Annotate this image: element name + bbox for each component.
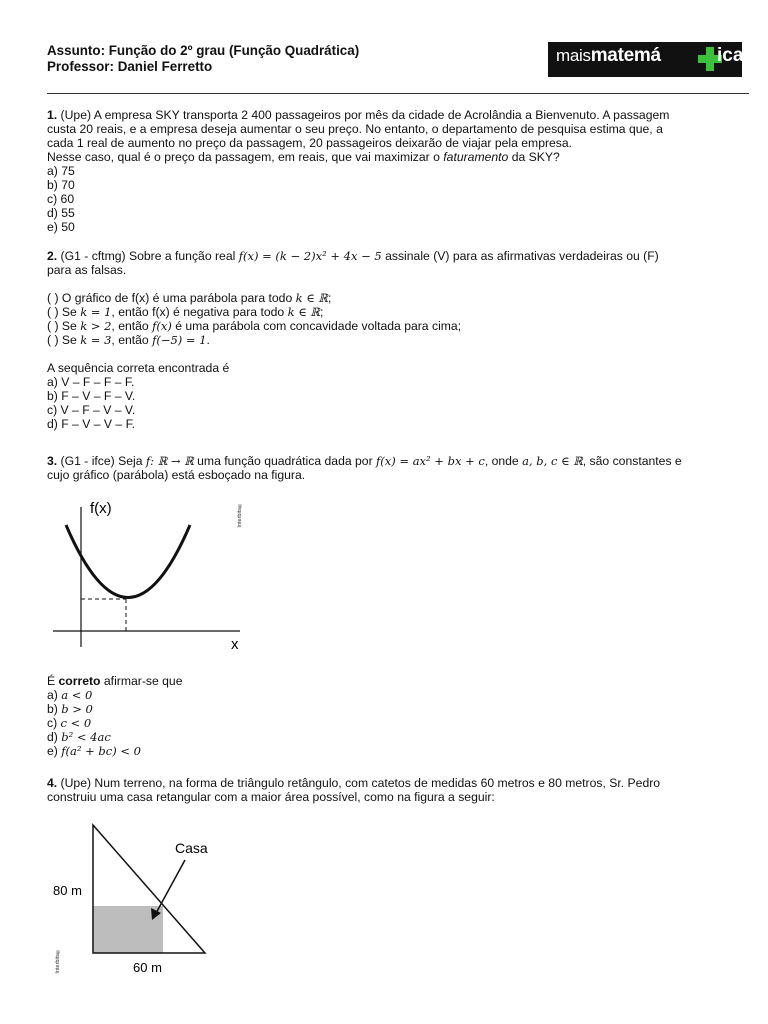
question-number: 3.	[47, 454, 58, 468]
option-e: e) 50	[47, 220, 75, 234]
option-d: d) b² < 4ac	[47, 730, 111, 744]
question-2: 2. (G1 - cftmg) Sobre a função real f(x) = (k − 2)x² + 4x − 5 assinale (V) para as afirmativas verdadeiras ou (F) para as falsas. ( ) O gráfico de f(x) é uma parábola para todo k ∈ ℝ; ( ) Se k = 1, então f(x) é negativa para todo k ∈ ℝ; ( ) Se k > 2, então f(x) é uma parábola com concavidade voltada para cima; ( ) Se k = 3, então f(−5) = 1. A sequência correta encontrada é a) V – F – F – F. b) F – V – F – V. c) V – F – V – V. d) F – V – V – F.	[47, 249, 747, 431]
statement-3: ( ) Se k > 2, então f(x) é uma parábola com concavidade voltada para cima;	[47, 319, 462, 333]
parabola-graph	[48, 495, 253, 655]
option-a: a) 75	[47, 164, 75, 178]
question-1: 1. (Upe) A empresa SKY transporta 2 400 passageiros por mês da cidade de Acrolândia a Bienvenuto. A passagem custa 20 reais, e a empresa deseja aumentar o seu preço. No entanto, o departamento de pesquisa estima que, a cada 1 real de aumento no preço da passagem, 20 passageiros deixarão de viajar pela empresa. Nesse caso, qual é o preço da passagem, em reais, que vai maximizar o faturamento da SKY? a) 75 b) 70 c) 60 d) 55 e) 50	[47, 108, 747, 234]
question-number: 2.	[47, 249, 58, 263]
question-3: 3. (G1 - ifce) Seja f: ℝ → ℝ uma função quadrática dada por f(x) = ax² + bx + c, onde a, b, c ∈ ℝ, são constantes e cujo gráfico (parábola) está esboçado na figura.	[47, 454, 682, 482]
option-c: c) c < 0	[47, 716, 92, 730]
subject-title: Assunto: Função do 2º grau (Função Quadrática)	[47, 43, 360, 58]
option-b: b) 70	[47, 178, 75, 192]
statement-2: ( ) Se k = 1, então f(x) é negativa para todo k ∈ ℝ;	[47, 305, 324, 319]
option-c: c) 60	[47, 192, 75, 206]
option-b: b) b > 0	[47, 702, 93, 716]
question-4: 4. (Upe) Num terreno, na forma de triângulo retângulo, com catetos de medidas 60 metros e 80 metros, Sr. Pedro construiu uma casa retangular com a maior área possível, como na figura a seguir:	[47, 776, 661, 804]
house-label: Casa	[175, 840, 208, 856]
option-a: a) a < 0	[47, 688, 93, 702]
option-d: d) F – V – V – F.	[47, 417, 136, 431]
statement-1: ( ) O gráfico de f(x) é uma parábola para todo k ∈ ℝ;	[47, 291, 332, 305]
base-label: 60 m	[133, 960, 162, 975]
watermark: Interbits®	[237, 502, 243, 528]
option-e: e) f(a² + bc) < 0	[47, 744, 141, 758]
option-b: b) F – V – F – V.	[47, 389, 136, 403]
question-number: 1.	[47, 108, 58, 122]
document-header	[47, 43, 359, 74]
watermark: Interbits®	[55, 948, 61, 974]
question-number: 4.	[47, 776, 58, 790]
teacher-name: Professor: Daniel Ferretto	[47, 58, 213, 74]
statement-4: ( ) Se k = 3, então f(−5) = 1.	[47, 333, 210, 347]
option-d: d) 55	[47, 206, 75, 220]
option-a: a) V – F – F – F.	[47, 375, 135, 389]
maismatematica-logo: maismatemá ica	[548, 42, 742, 77]
x-axis-label: x	[231, 636, 239, 653]
option-c: c) V – F – V – V.	[47, 403, 136, 417]
height-label: 80 m	[53, 883, 82, 898]
header-divider	[47, 93, 749, 94]
question-3-options: É correto afirmar-se que a) a < 0 b) b > 0 c) c < 0 d) b² < 4ac e) f(a² + bc) < 0	[47, 674, 747, 758]
y-axis-label: f(x)	[90, 500, 112, 517]
triangle-figure	[45, 820, 225, 980]
